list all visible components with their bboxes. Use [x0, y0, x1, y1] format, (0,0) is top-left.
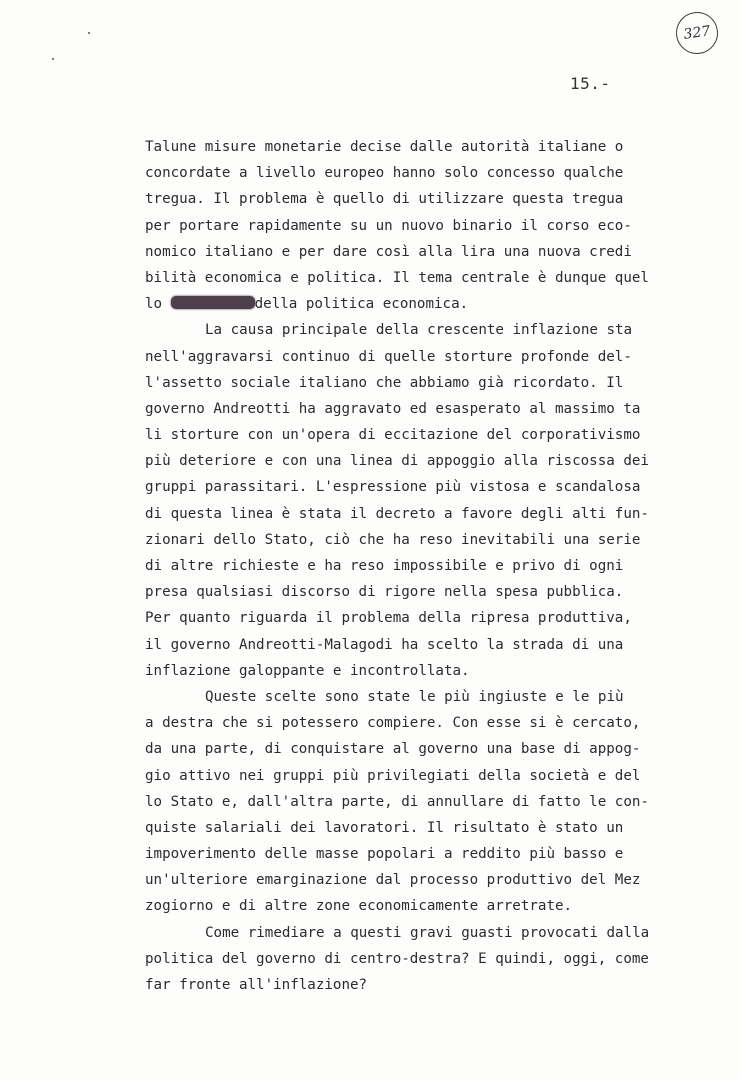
text-line: Come rimediare a questi gravi guasti provocati dalla [205, 924, 650, 941]
text-line: l'assetto sociale italiano che abbiamo già ricordato. Il [145, 374, 624, 391]
text-line: li storture con un'opera di eccitazione del corporativismo [145, 427, 641, 444]
text-line: a destra che si potessero compiere. Con esse si è cercato, [145, 715, 641, 732]
text-fragment: lo [145, 296, 163, 313]
text-line: più deteriore e con una linea di appoggio alla riscossa dei [145, 453, 649, 470]
text-line: tregua. Il problema è quello di utilizzare questa tregua [145, 191, 624, 208]
text-line: inflazione galoppante e incontrollata. [145, 662, 470, 679]
text-line: lo Stato e, dall'altra parte, di annullare di fatto le con- [145, 793, 649, 810]
handwritten-page-stamp: 327 [673, 9, 720, 56]
text-line: zogiorno e di altre zone economicamente arretrate. [145, 898, 573, 915]
text-line: presa qualsiasi discorso di rigore nella spesa pubblica. [145, 584, 624, 601]
text-line: nell'aggravarsi continuo di quelle storture profonde del- [145, 348, 632, 365]
text-line: La causa principale della crescente inflazione sta [205, 322, 633, 339]
text-line: da una parte, di conquistare al governo una base di appog- [145, 741, 641, 758]
paper-speck [88, 32, 90, 34]
text-line: gruppi parassitari. L'espressione più vistosa e scandalosa [145, 479, 641, 496]
text-line: di questa linea è stata il decreto a favore degli alti fun- [145, 505, 649, 522]
text-line: di altre richieste e ha reso impossibile e privo di ogni [145, 558, 624, 574]
text-line: politica del governo di centro-destra? E quindi, oggi, come [145, 950, 649, 967]
text-line [145, 291, 705, 317]
text-line: nomico italiano e per dare così alla lira una nuova credi [145, 243, 632, 260]
ink-smudge [171, 296, 255, 309]
text-line: per portare rapidamente su un nuovo binario il corso eco- [145, 217, 632, 234]
text-line: Queste scelte sono state le più ingiuste e le più [205, 688, 624, 705]
body-text [145, 134, 705, 998]
text-line: quiste salariali dei lavoratori. Il risultato è stato un [145, 819, 624, 836]
text-line: Talune misure monetarie decise dalle autorità italiane o [145, 139, 624, 155]
text-line: il governo Andreotti-Malagodi ha scelto la strada di una [145, 636, 624, 653]
text-line: un'ulteriore emarginazione dal processo produttivo del Mez [145, 872, 641, 889]
text-line: Per quanto riguarda il problema della ripresa produttiva, [145, 610, 632, 627]
text-line: governo Andreotti ha aggravato ed esasperato al massimo ta [145, 400, 641, 417]
paper-speck [52, 58, 54, 60]
text-line: impoverimento delle masse popolari a reddito più basso e [145, 846, 624, 863]
text-line: gio attivo nei gruppi più privilegiati della società e del [145, 767, 641, 784]
text-line: zionari dello Stato, ciò che ha reso inevitabili una serie [145, 531, 641, 548]
page-number: 15.- [570, 74, 611, 93]
text-line: concordate a livello europeo hanno solo concesso qualche [145, 165, 624, 182]
text-line: bilità economica e politica. Il tema centrale è dunque quel [145, 269, 649, 286]
text-fragment: della politica economica. [254, 296, 469, 313]
text-line: far fronte all'inflazione? [145, 977, 368, 993]
